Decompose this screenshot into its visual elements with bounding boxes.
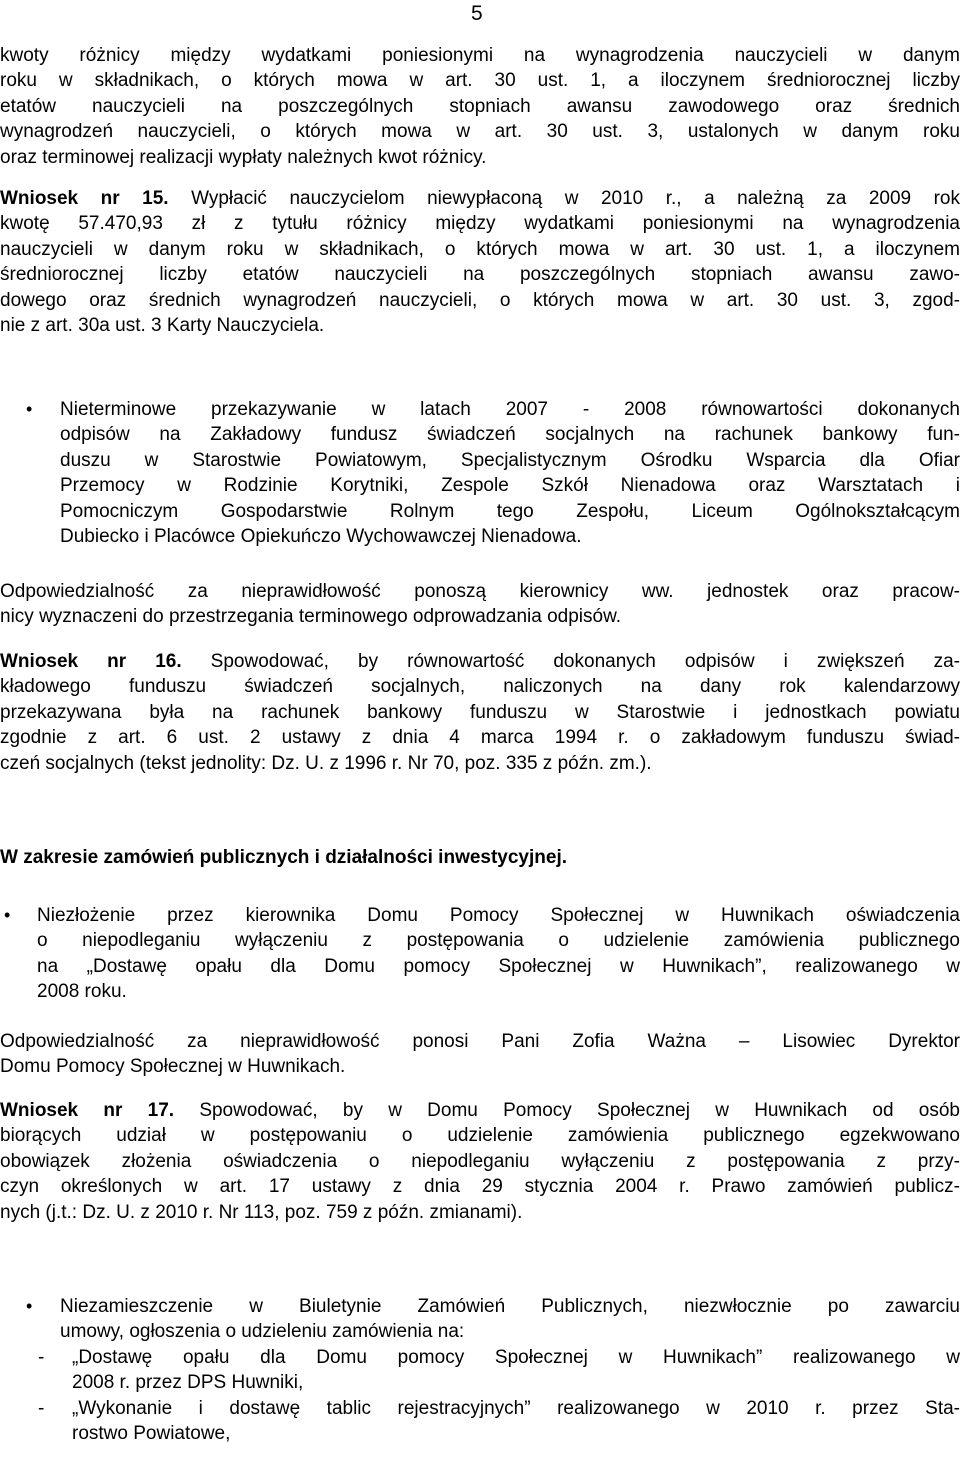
- recommendation-label: Wniosek nr 16.: [0, 651, 182, 672]
- bullet-icon: •: [26, 399, 33, 419]
- recommendation-16: [0, 649, 960, 776]
- recommendation-label: Wniosek nr 17.: [0, 1100, 175, 1121]
- text-line: umowy, ogłoszenia o udzieleniu zamówienia na:: [60, 1321, 465, 1343]
- text-line: Nieterminowe przekazywanie w latach 2007 - 2008 równowartości dokonanych: [60, 399, 960, 420]
- bullet-text: [60, 397, 960, 549]
- responsibility-1: [0, 579, 960, 630]
- text-line: Przemocy w Rodzinie Korytniki, Zespole Szkół Nienadowa oraz Warsztatach i: [60, 475, 960, 497]
- text-line: Wniosek nr 16. Spowodować, by równowartość dokonanych odpisów i zwiększeń za-: [0, 651, 960, 672]
- text-line: etatów nauczycieli na poszczególnych stopniach awansu zawodowego oraz średnich: [0, 95, 960, 117]
- text-line: nie z art. 30a ust. 3 Karty Nauczyciela.: [0, 315, 325, 337]
- dash-marker: -: [38, 1397, 45, 1419]
- recommendation-17: [0, 1098, 960, 1225]
- text-line: nych (j.t.: Dz. U. z 2010 r. Nr 113, poz. 759 z późn. zmianami).: [0, 1201, 523, 1223]
- text-line: Odpowiedzialność za nieprawidłowość ponosi Pani Zofia Ważna – Lisowiec Dyrektor: [0, 1031, 960, 1052]
- text-line: „Wykonanie i dostawę tablic rejestracyjnych” realizowanego w 2010 r. przez Sta-: [72, 1397, 960, 1419]
- text-line: na „Dostawę opału dla Domu pomocy Społecznej w Huwnikach”, realizowanego w: [37, 955, 960, 977]
- text-line: nicy wyznaczeni do przestrzegania terminowego odprowadzania odpisów.: [0, 606, 622, 628]
- text-line: kwoty różnicy między wydatkami poniesionymi na wynagrodzenia nauczycieli w danym: [0, 45, 960, 66]
- dash-list-item: [0, 1396, 960, 1447]
- text-line: 2008 r. przez DPS Huwniki,: [72, 1372, 304, 1394]
- page-number: 5: [471, 2, 483, 25]
- bullet-text: [60, 1294, 960, 1345]
- text-line: duszu w Starostwie Powiatowym, Specjalistycznym Ośrodku Wsparcia dla Ofiar: [60, 449, 960, 471]
- text-line: 2008 roku.: [37, 981, 127, 1003]
- dash-list-item: [0, 1345, 960, 1396]
- text-line: przekazywana była na rachunek bankowy funduszu w Starostwie i jednostkach powiatu: [0, 701, 960, 723]
- text-line: oraz terminowej realizacji wypłaty należnych kwot różnicy.: [0, 146, 487, 168]
- text-line: Wniosek nr 15. Wypłacić nauczycielom niewypłaconą w 2010 r., a należną za 2009 rok: [0, 188, 960, 209]
- recommendation-label: Wniosek nr 15.: [0, 188, 169, 209]
- text-line: kwotę 57.470,93 zł z tytułu różnicy między wydatkami poniesionymi na wynagrodzenia: [0, 213, 960, 235]
- finding-bullet-3: [0, 1294, 960, 1446]
- bullet-text: [37, 903, 960, 1005]
- text-line: czyn określonych w art. 17 ustawy z dnia 29 stycznia 2004 r. Prawo zamówień publicz-: [0, 1176, 960, 1198]
- text-line: Niezamieszczenie w Biuletynie Zamówień Publicznych, niezwłocznie po zawarciu: [60, 1296, 960, 1317]
- text-line: nauczycieli w danym roku w składnikach, o których mowa w art. 30 ust. 1, a iloczynem: [0, 238, 960, 260]
- section-heading: [0, 845, 960, 870]
- heading-text: W zakresie zamówień publicznych i działalności inwestycyjnej.: [0, 847, 568, 868]
- text-line: czeń socjalnych (tekst jednolity: Dz. U. z 1996 r. Nr 70, poz. 335 z późn. zm.).: [0, 752, 652, 774]
- text-line: kładowego funduszu świadczeń socjalnych, naliczonych na dany rok kalendarzowy: [0, 676, 960, 698]
- finding-bullet-2: [0, 903, 960, 1005]
- text-line: Pomocniczym Gospodarstwie Rolnym tego Zespołu, Liceum Ogólnokształcącym: [60, 500, 960, 522]
- bullet-icon: •: [26, 1296, 33, 1316]
- text-line: średniorocznej liczby etatów nauczycieli na poszczególnych stopniach awansu zawo-: [0, 264, 960, 286]
- text-line: zgodnie z art. 6 ust. 2 ustawy z dnia 4 marca 1994 r. o zakładowym funduszu świad-: [0, 727, 960, 749]
- text-line: Odpowiedzialność za nieprawidłowość ponoszą kierownicy ww. jednostek oraz pracow-: [0, 581, 960, 602]
- dash-marker: -: [38, 1346, 45, 1368]
- dash-list: [0, 1345, 960, 1447]
- responsibility-2: [0, 1029, 960, 1080]
- text-line: Niezłożenie przez kierownika Domu Pomocy Społecznej w Huwnikach oświadczenia: [37, 905, 960, 926]
- text-line: obowiązek złożenia oświadczenia o niepodleganiu wyłączeniu z postępowania z przy-: [0, 1150, 960, 1172]
- text-line: wynagrodzeń nauczycieli, o których mowa w art. 30 ust. 3, ustalonych w danym roku: [0, 121, 960, 143]
- text-line: dowego oraz średnich wynagrodzeń nauczycieli, o których mowa w art. 30 ust. 3, zgod-: [0, 289, 960, 311]
- text-line: Wniosek nr 17. Spowodować, by w Domu Pomocy Społecznej w Huwnikach od osób: [0, 1100, 960, 1121]
- text-line: biorących udział w postępowaniu o udzielenie zamówienia publicznego egzekwowano: [0, 1125, 960, 1147]
- text-line: roku w składnikach, o których mowa w art. 30 ust. 1, a iloczynem średniorocznej liczby: [0, 70, 960, 92]
- text-line: odpisów na Zakładowy fundusz świadczeń socjalnych na rachunek bankowy fun-: [60, 424, 960, 446]
- text-line: „Dostawę opału dla Domu pomocy Społecznej w Huwnikach” realizowanego w: [72, 1346, 960, 1368]
- text-line: rostwo Powiatowe,: [72, 1423, 231, 1445]
- paragraph-continuation: [0, 43, 960, 170]
- text-line: o niepodleganiu wyłączeniu z postępowania o udzielenie zamówienia publicznego: [37, 930, 960, 952]
- bullet-icon: •: [4, 905, 11, 925]
- text-line: Domu Pomocy Społecznej w Huwnikach.: [0, 1056, 346, 1078]
- recommendation-15: [0, 186, 960, 338]
- finding-bullet-1: [0, 397, 960, 549]
- text-line: Dubiecko i Placówce Opiekuńczo Wychowawczej Nienadowa.: [60, 526, 582, 548]
